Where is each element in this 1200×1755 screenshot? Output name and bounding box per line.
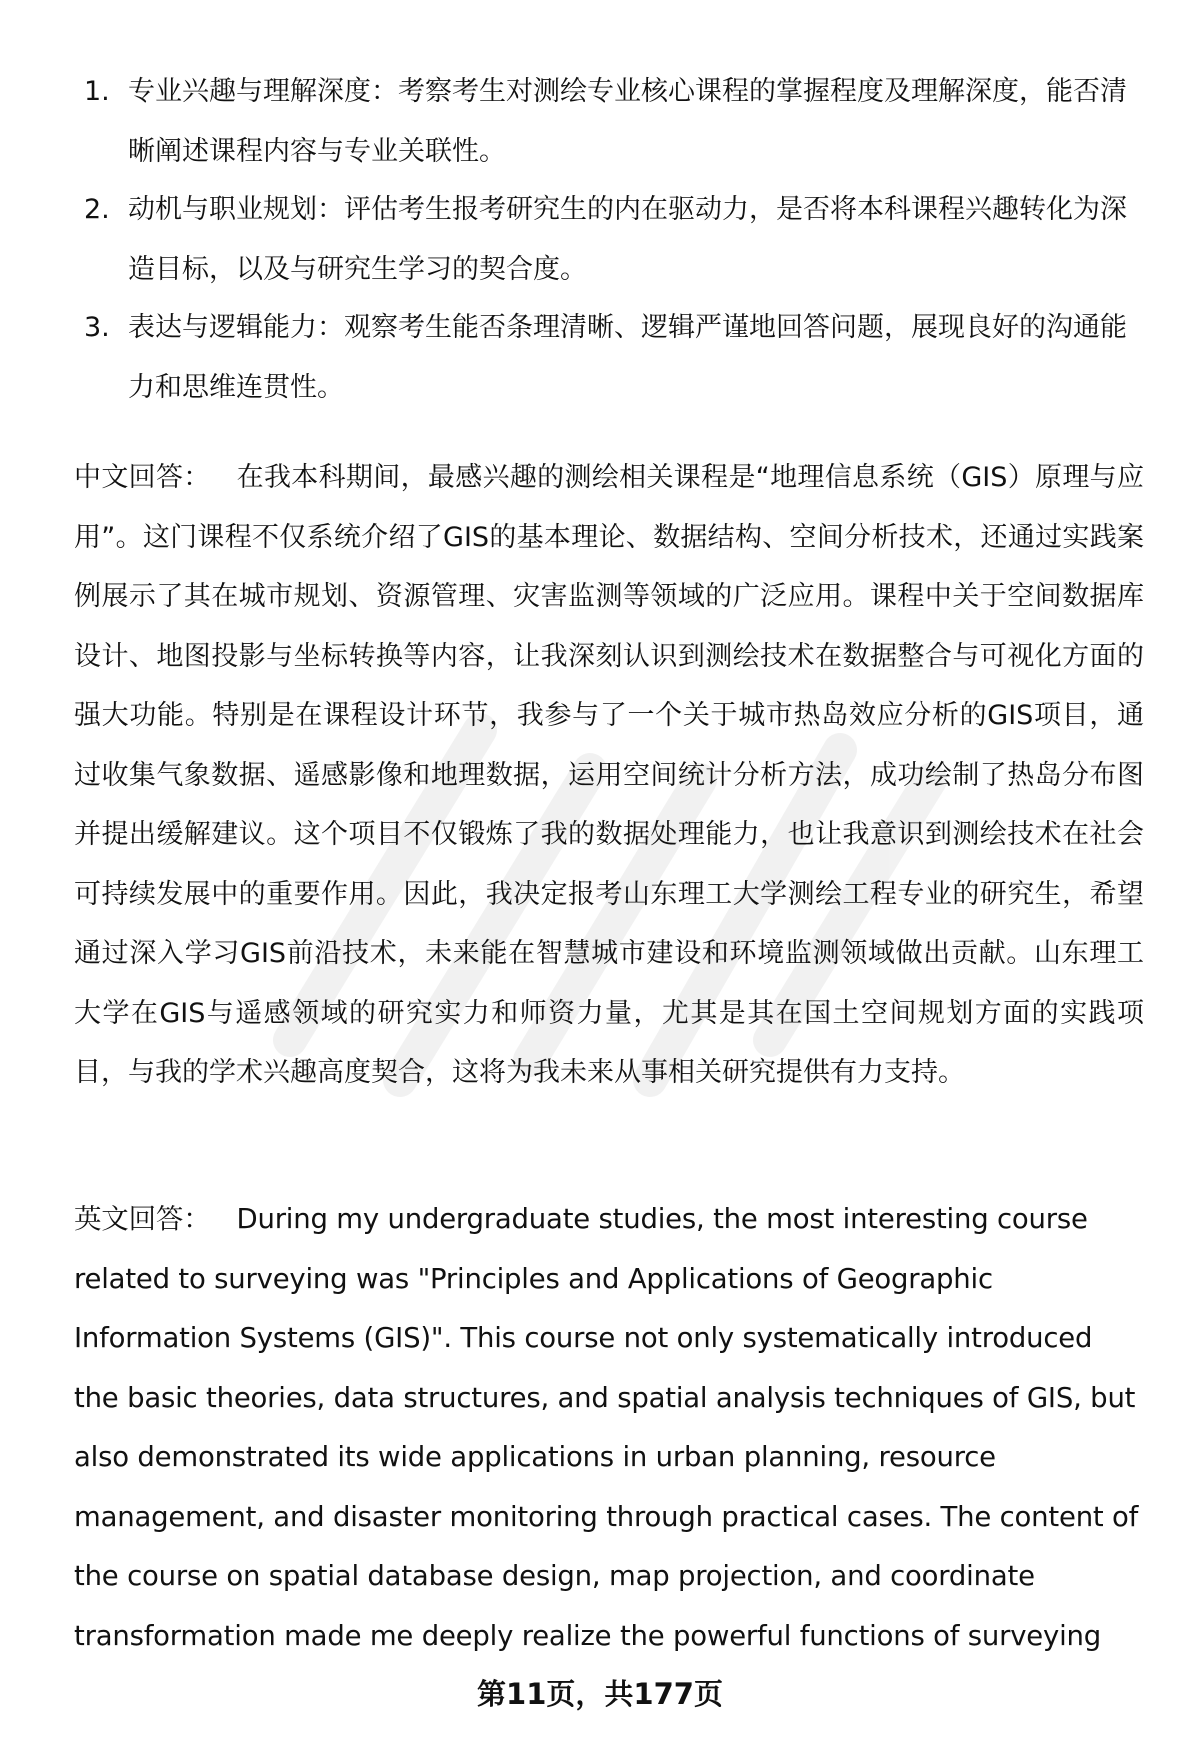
english-answer-label: 英文回答： — [74, 1203, 211, 1235]
english-answer-paragraph — [74, 1190, 1144, 1666]
chinese-answer-paragraph — [74, 448, 1144, 1103]
criteria-item — [84, 298, 1144, 418]
criteria-item — [84, 180, 1144, 300]
chinese-answer-text: 在我本科期间，最感兴趣的测绘相关课程是“地理信息系统（GIS）原理与应用”。这门课程不仅系统介绍了GIS的基本理论、数据结构、空间分析技术，还通过实践案例展示了其在城市规划、资源管理、灾害监测等领域的广泛应用。课程中关于空间数据库设计、地图投影与坐标转换等内容，让我深刻认识到测绘技术在数据整合与可视化方面的强大功能。特别是在课程设计环节，我参与了一个关于城市热岛效应分析的GIS项目，通过收集气象数据、遥感影像和地理数据，运用空间统计分析方法，成功绘制了热岛分布图并提出缓解建议。这个项目不仅锻炼了我的数据处理能力，也让我意识到测绘技术在社会可持续发展中的重要作用。因此，我决定报考山东理工大学测绘工程专业的研究生，希望通过深入学习GIS前沿技术，未来能在智慧城市建设和环境监测领域做出贡献。山东理工大学在GIS与遥感领域的研究实力和师资力量，尤其是其在国土空间规划方面的实践项目，与我的学术兴趣高度契合，这将为我未来从事相关研究提供有力支持。 — [74, 462, 1145, 1088]
criteria-item — [84, 62, 1144, 182]
english-answer-text: During my undergraduate studies, the most interesting course related to surveying was "Principles and Applications of Geographic Information Systems (GIS)". This course not only systematically introduced the basic theories, data structures, and spatial analysis techniques of GIS, but also demonstrated its wide applications in urban planning, resource management, and disaster monitoring through practical cases. The content of the course on spatial database design, map projection, and coordinate transformation made me deeply realize the powerful functions of surveying — [74, 1203, 1139, 1652]
criteria-number: 1. — [84, 76, 110, 107]
chinese-answer-label: 中文回答： — [74, 462, 211, 493]
criteria-number: 3. — [84, 312, 110, 343]
criteria-number: 2. — [84, 194, 110, 225]
evaluation-criteria-list — [84, 62, 1144, 416]
criteria-text: 表达与逻辑能力：观察考生能否条理清晰、逻辑严谨地回答问题，展现良好的沟通能力和思维连贯性。 — [128, 312, 1127, 403]
criteria-text: 专业兴趣与理解深度：考察考生对测绘专业核心课程的掌握程度及理解深度，能否清晰阐述课程内容与专业关联性。 — [128, 76, 1127, 167]
page-indicator: 第11页，共177页 — [477, 1677, 723, 1711]
criteria-text: 动机与职业规划：评估考生报考研究生的内在驱动力，是否将本科课程兴趣转化为深造目标，以及与研究生学习的契合度。 — [128, 194, 1127, 285]
